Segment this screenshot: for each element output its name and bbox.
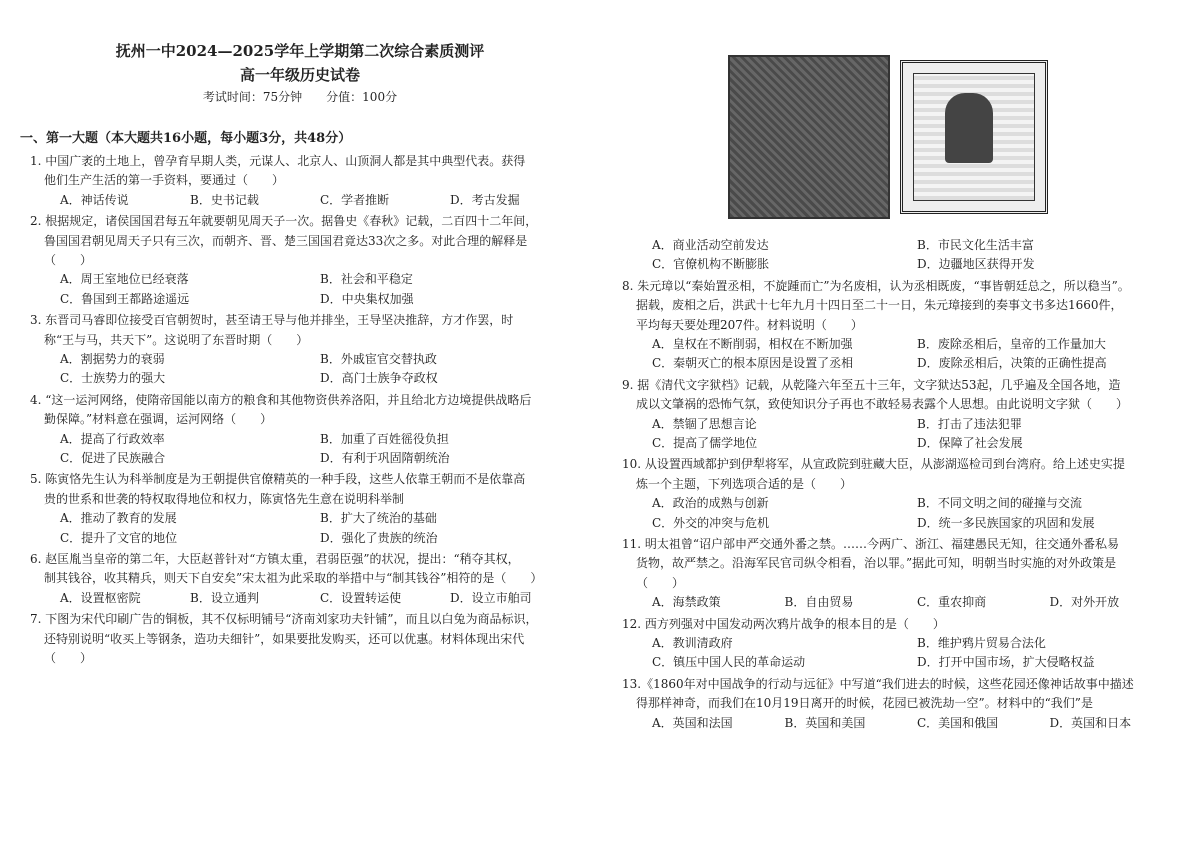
question-text-line: 4. “这一运河网络，使隋帝国能以南方的粮食和其他物资供养洛阳，并且给北方边境提供战略后 — [30, 392, 532, 407]
question-text-line: 炼一个主题，下列选项合适的是（ ） — [636, 476, 853, 491]
rabbit-figure-icon — [945, 93, 993, 163]
answer-option: D．对外开放 — [1049, 595, 1120, 610]
answer-option: C．提高了儒学地位 — [652, 436, 758, 451]
question-4 — [30, 391, 580, 469]
answer-option: D．考古发掘 — [450, 192, 520, 207]
answer-option: C．外交的冲突与危机 — [652, 515, 770, 530]
answer-option: B．自由贸易 — [784, 595, 854, 610]
answer-option: C．设置转运使 — [320, 590, 402, 605]
question-7 — [30, 610, 580, 668]
answer-option: A．周王室地位已经衰落 — [60, 272, 189, 287]
answer-option: B．英国和美国 — [784, 715, 866, 730]
question-text-line: 称“王与马，共天下”。这说明了东晋时期（ ） — [44, 332, 309, 347]
answer-option: C．官僚机构不断膨胀 — [652, 257, 770, 272]
answer-option: D．高门士族争夺政权 — [320, 371, 438, 386]
answer-option: D．英国和日本 — [1049, 715, 1132, 730]
question-text-line: 6. 赵匡胤当皇帝的第二年，大臣赵普针对“方镇太重，君弱臣强”的状况，提出：“稍夺其权， — [30, 552, 520, 566]
question-text-line: 制其钱谷，收其精兵，则天下自安矣”宋太祖为此采取的举措中与“制其钱谷”相符的是（ ） — [44, 571, 543, 586]
answer-option: D．废除丞相后，决策的正确性提高 — [917, 356, 1107, 371]
question-text-line: 成以文肇祸的恐怖气氛，致使知识分子再也不敢轻易表露个人思想。由此说明文字狱（ ） — [636, 397, 1129, 412]
answer-option: C．美国和俄国 — [917, 715, 999, 730]
answer-option: A．割据势力的衰弱 — [60, 352, 165, 366]
question-text-line: 得那样神奇，而我们在10月19日离开的时候，花园已被洗劫一空”。材料中的“我们”是 — [636, 696, 1093, 711]
answer-option: A．英国和法国 — [652, 715, 733, 730]
question-text-line: 3. 东晋司马睿即位接受百官朝贺时，甚至请王导与他并排坐，王导坚决推辞，方才作罢，时 — [30, 313, 514, 328]
question-1 — [30, 152, 580, 210]
question-text-line: 7. 下图为宋代印刷广告的铜板，其不仅标明铺号“济南刘家功夫针铺”，而且以白兔为商品标识， — [30, 612, 538, 627]
question-6 — [622, 615, 1182, 673]
exam-meta: 考试时间：75分钟 分值：100分 — [202, 90, 398, 104]
question-text-line: 2. 根据规定，诸侯国国君每五年就要朝见周天子一次。据鲁史《春秋》记载，二百四十二年间， — [30, 214, 538, 229]
question-text-line: 货物，故严禁之。沿海军民官司纵令相看，治以罪。”据此可知，明朝当时实施的对外政策是 — [636, 556, 1117, 571]
answer-option: B．扩大了统治的基础 — [320, 511, 437, 526]
answer-option: D．打开中国市场，扩大侵略权益 — [917, 655, 1095, 670]
answer-option: A．神话传说 — [60, 192, 129, 207]
answer-option: B．设立通判 — [190, 590, 259, 605]
answer-option: B．社会和平稳定 — [320, 272, 413, 287]
answer-option: C．秦朝灭亡的根本原因是设置了丞相 — [652, 356, 854, 371]
question-3 — [30, 311, 580, 389]
answer-option: B．不同文明之间的碰撞与交流 — [917, 496, 1082, 511]
question-text-line: 5. 陈寅恪先生认为科举制度是为王朝提供官僚精英的一种手段，这些人依靠王朝而不是依靠高 — [30, 472, 526, 487]
question-text-line: 1. 中国广袤的土地上，曾孕育早期人类，元谋人、北京人、山顶洞人都是其中典型代表。获得 — [30, 154, 526, 168]
answer-option: B．废除丞相后，皇帝的工作量加大 — [917, 337, 1106, 352]
answer-option: B．市民文化生活丰富 — [917, 238, 1034, 252]
answer-option: B．史书记载 — [190, 192, 259, 207]
question-text-line: 还特别说明“收买上等钢条，造功夫细针”，如果要批发购买，还可以优惠。材料体现出宋代 — [44, 631, 525, 646]
question-5 — [30, 470, 580, 548]
question-text-line: （ ） — [44, 651, 93, 665]
answer-option: C．学者推断 — [320, 192, 390, 207]
right-page — [600, 0, 1200, 849]
question-text-line: 10. 从设置西域都护到伊犁将军，从宣政院到驻藏大臣，从澎湖巡检司到台湾府。给上述史实提 — [622, 457, 1125, 472]
answer-option: C．鲁国到王都路途遥远 — [60, 291, 190, 306]
question-5 — [622, 535, 1182, 613]
question-text-line: （ ） — [636, 575, 685, 590]
question-text-line: 据载，废相之后，洪武十七年九月十四日至二十一日，朱元璋接到的奏事文书多达1660件， — [636, 298, 1123, 313]
answer-option: A．提高了行政效率 — [60, 431, 165, 446]
question-2 — [622, 277, 1182, 374]
answer-option: B．加重了百姓徭役负担 — [320, 431, 449, 446]
answer-option: A．政治的成熟与创新 — [652, 496, 769, 511]
question-text-line: 勤保障。”材料意在强调，运河网络（ ） — [44, 412, 273, 427]
answer-option: A．皇权在不断削弱，相权在不断加强 — [652, 337, 853, 352]
question-text-line: 他们生产生活的第一手资料，要通过（ ） — [44, 173, 285, 188]
answer-option: A．设置枢密院 — [60, 590, 141, 605]
answer-option: D．有利于巩固隋朝统治 — [320, 451, 450, 466]
advertisement-plate-image — [900, 60, 1048, 214]
question-text-line: 平均每天要处理207件。材料说明（ ） — [636, 317, 863, 332]
question-6 — [30, 550, 580, 608]
question-text-line: 8. 朱元璋以“秦始置丞相，不旋踵而亡”为名废相，认为丞相既废，“事皆朝廷总之，所以稳当”。 — [622, 278, 1130, 293]
answer-option: B．维护鸦片贸易合法化 — [917, 636, 1046, 650]
answer-option: D．统一多民族国家的巩固和发展 — [917, 515, 1095, 530]
answer-option: D．边疆地区获得开发 — [917, 257, 1035, 272]
answer-option: C．镇压中国人民的革命运动 — [652, 655, 806, 670]
answer-option: B．打击了违法犯罪 — [917, 416, 1022, 431]
answer-option: C．士族势力的强大 — [60, 371, 166, 386]
answer-option: A．海禁政策 — [652, 595, 721, 610]
question-text-line: 鲁国国君朝见周天子只有三次，而朝齐、晋、楚三国国君竟达33次之多。对此合理的解释是 — [44, 233, 528, 248]
answer-option: D．设立市舶司 — [450, 590, 532, 605]
question-text-line: 12. 西方列强对中国发动两次鸦片战争的根本目的是（ ） — [622, 616, 945, 631]
answer-option: C．促进了民族融合 — [60, 451, 166, 466]
answer-option: A．商业活动空前发达 — [652, 238, 769, 252]
exam-title: 抚州一中2024—2025学年上学期第二次综合素质测评 — [115, 42, 485, 60]
answer-option: A．推动了教育的发展 — [60, 511, 177, 526]
answer-option: D．保障了社会发展 — [917, 436, 1023, 451]
question-text-line: 9. 据《清代文字狱档》记载，从乾隆六年至五十三年，文字狱达53起，几乎遍及全国各地，造 — [622, 377, 1121, 392]
bronze-plate-image — [728, 55, 890, 219]
question-3 — [622, 376, 1182, 454]
answer-option: C．提升了文官的地位 — [60, 530, 178, 545]
question-1 — [622, 236, 1182, 275]
answer-option: B．外戚宦官交替执政 — [320, 352, 437, 366]
answer-option: D．中央集权加强 — [320, 291, 414, 306]
answer-option: C．重农抑商 — [917, 595, 987, 610]
exam-subtitle: 高一年级历史试卷 — [239, 66, 360, 84]
question-4 — [622, 455, 1182, 533]
question-text-line: 11. 明太祖曾“诏户部申严交通外番之禁。……今两广、浙江、福建愚民无知，往交通外番私易 — [622, 537, 1120, 551]
answer-option: A．禁锢了思想言论 — [652, 416, 757, 431]
question-7 — [622, 675, 1182, 733]
section-heading: 一、第一大题（本大题共16小题，每小题3分，共48分） — [20, 131, 352, 146]
answer-option: A．教训清政府 — [652, 636, 733, 650]
question-text-line: 贵的世系和世袭的特权取得地位和权力，陈寅恪先生意在说明科举制 — [44, 491, 405, 506]
question-2 — [30, 212, 580, 309]
answer-option: D．强化了贵族的统治 — [320, 530, 438, 545]
question-text-line: （ ） — [44, 253, 93, 267]
question-text-line: 13.《1860年对中国战争的行动与远征》中写道“我们进去的时候，这些花园还像神话故事中描述 — [622, 676, 1134, 691]
